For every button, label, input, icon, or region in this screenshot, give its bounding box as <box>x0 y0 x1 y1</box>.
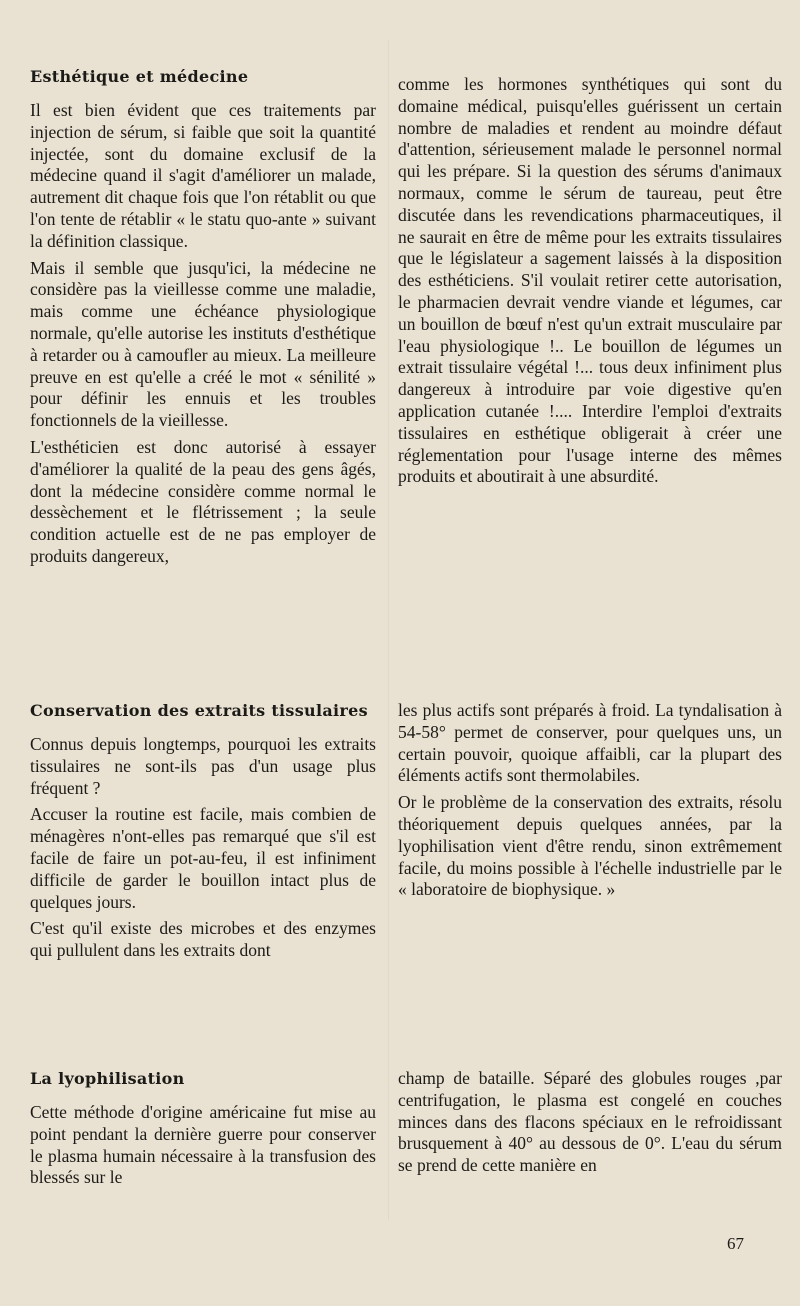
section-heading: Conservation des extraits tissulaires <box>30 701 368 720</box>
paragraph: L'esthéticien est donc autorisé à essayer d'améliorer la qualité de la peau des gens âgés, dont la médecine considère comme normal le dessèchement et le flétrissement ; la seule condition actuelle est de ne pas employer de produits dangereux, <box>30 436 376 566</box>
paragraph: les plus actifs sont préparés à froid. La tyndalisation à 54-58° permet de conserver, pour quelques uns, un certain pouvoir, quoique affaibli, car la plupart des éléments actifs sont thermolabiles. <box>398 700 782 786</box>
section-heading: Esthétique et médecine <box>30 67 249 86</box>
column-gutter <box>388 40 389 1220</box>
paragraph: champ de bataille. Séparé des globules rouges ,par centrifugation, le plasma est congelé en couches minces dans des flacons spéciaux en le refroidissant brusquement à 40° au dessous de 0°. L'eau du sérum se prend de cette manière en <box>398 1068 782 1176</box>
left-column <box>30 1068 376 1194</box>
left-column <box>30 66 376 573</box>
paragraph: C'est qu'il existe des microbes et des enzymes qui pullulent dans les extraits dont <box>30 918 376 961</box>
right-column <box>398 74 782 493</box>
section-heading: La lyophilisation <box>30 1069 185 1088</box>
left-column <box>30 700 376 967</box>
paragraph: Cette méthode d'origine américaine fut mise au point pendant la dernière guerre pour conserver le plasma humain nécessaire à la transfusion des blessés sur le <box>30 1102 376 1188</box>
paragraph: Il est bien évident que ces traitements par injection de sérum, si faible que soit la quantité injectée, sont du domaine exclusif de la médecine quand il s'agit d'améliorer un malade, autrement dit chaque fois que l'on rétablit ou que l'on tente de rétablir « le statu quo-ante » suivant la définition classique. <box>30 100 376 251</box>
paragraph: Accuser la routine est facile, mais combien de ménagères n'ont-elles pas remarqué que s'il est facile de faire un pot-au-feu, il est infiniment difficile de garder le bouillon intact plus de quelques jours. <box>30 804 376 912</box>
right-column <box>398 700 782 906</box>
page-number: 67 <box>727 1234 744 1253</box>
paragraph: comme les hormones synthétiques qui sont du domaine médical, puisqu'elles guérissent un certain nombre de maladies et rendent au moindre défaut d'attention, sérieusement malade le personnel normal qui les prépare. Si la question des sérums d'animaux normaux, comme le sérum de taureau, peut être discutée dans les revendications pharmaceutiques, il ne saurait en être de même pour les extraits tissulaires que le législateur a sagement laissés à la disposition des esthéticiens. S'il voulait retirer cette autorisation, le pharmacien devrait vendre viande et légumes, car un bouillon de bœuf n'est qu'un extrait musculaire par l'eau physiologique !.. Le bouillon de légumes un extrait tissulaire végétal !... tous deux infiniment plus dangereux à introduire par voie digestive qu'en application cutanée !.... Interdire l'emploi d'extraits tissulaires en esthétique obligerait à créer une réglementation pour l'usage interne des mêmes produits et aboutirait à une absurdité. <box>398 74 782 487</box>
paragraph: Connus depuis longtemps, pourquoi les extraits tissulaires ne sont-ils pas d'un usage plus fréquent ? <box>30 734 376 798</box>
right-column <box>398 1068 782 1182</box>
paragraph: Or le problème de la conservation des extraits, résolu théoriquement depuis quelques années, par la lyophilisation vient d'être rendu, sinon extrêmement facile, du moins possible à l'échelle industrielle par le « laboratoire de biophysique. » <box>398 792 782 900</box>
paragraph: Mais il semble que jusqu'ici, la médecine ne considère pas la vieillesse comme une maladie, mais comme une échéance physiologique normale, qu'elle autorise les instituts d'esthétique à retarder ou à camoufler au mieux. La meilleure preuve en est qu'elle a créé le mot « sénilité » pour définir les ennuis et les troubles fonctionnels de la vieillesse. <box>30 257 376 431</box>
